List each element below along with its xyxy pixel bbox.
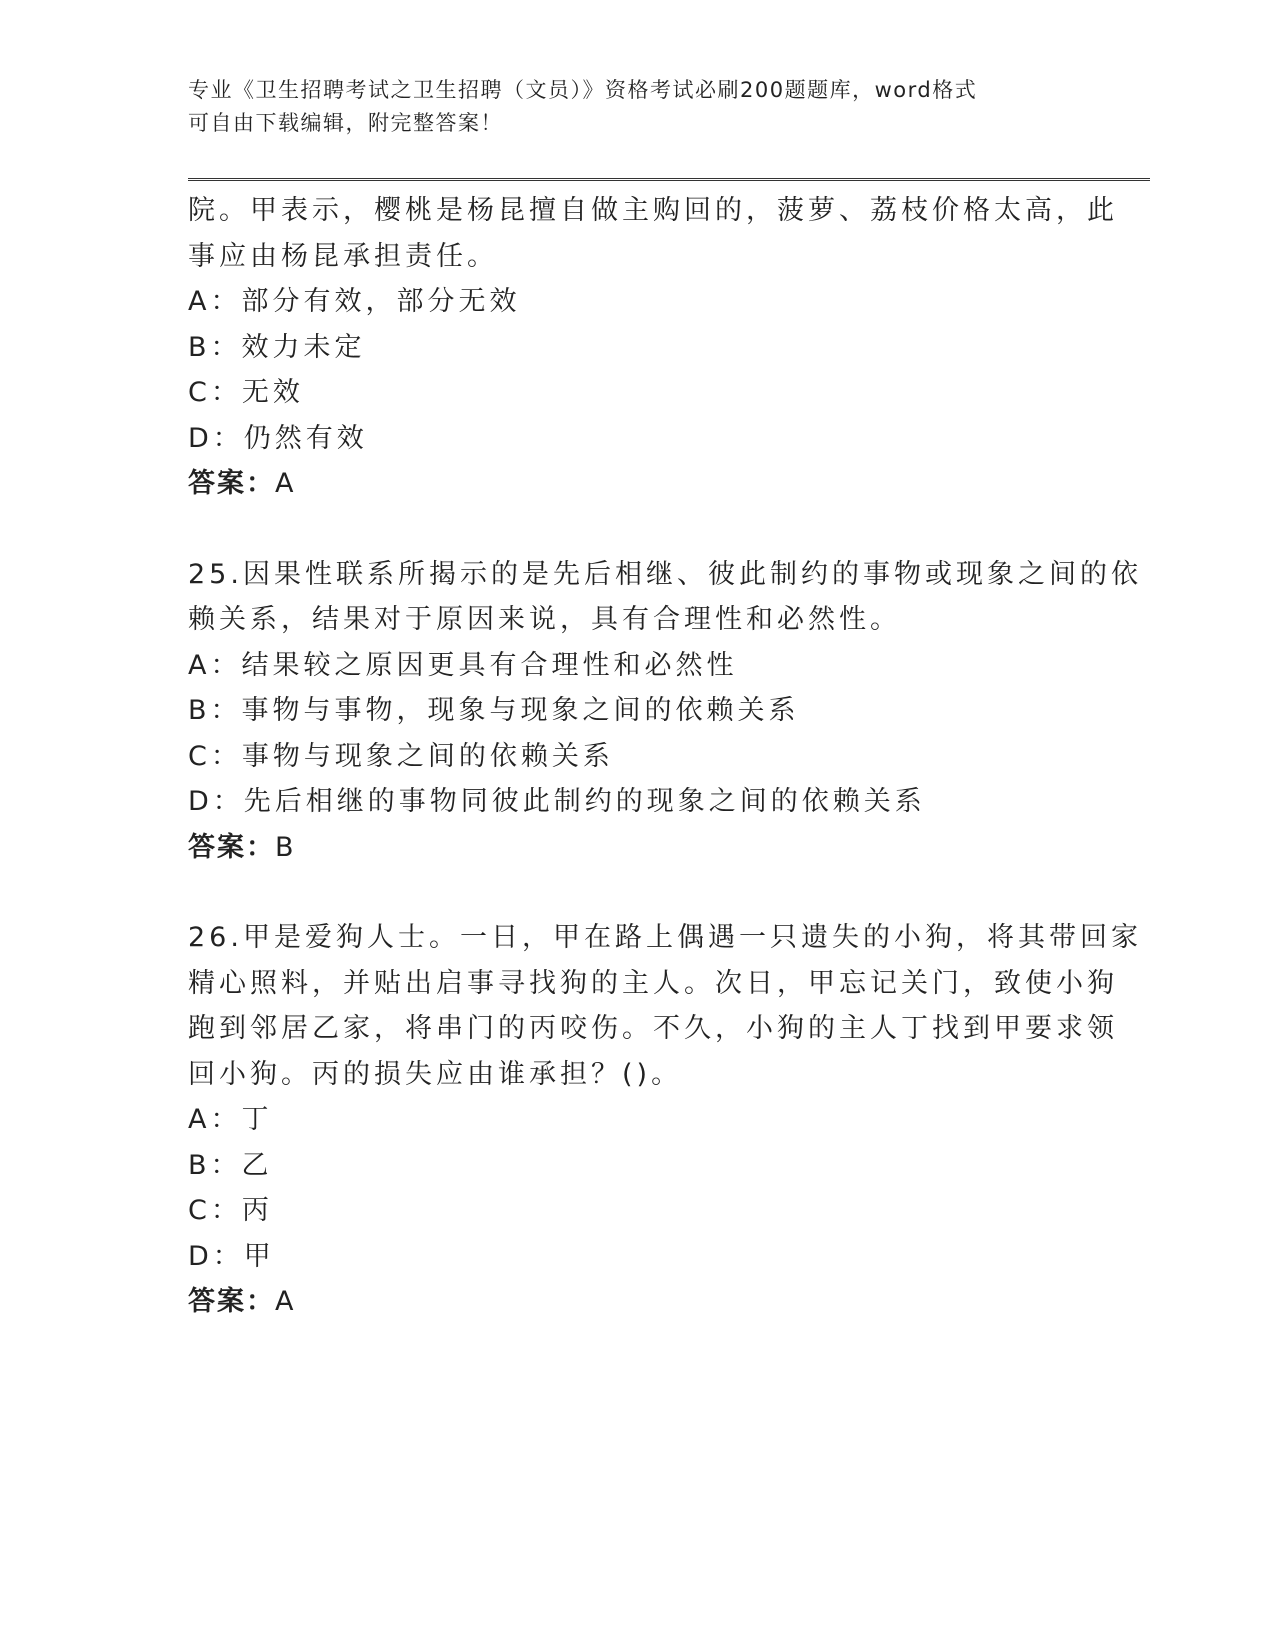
- question-spacer: [188, 870, 1088, 915]
- question-stem-line: 赖关系，结果对于原因来说，具有合理性和必然性。: [188, 604, 901, 635]
- header-line-2: 可自由下载编辑，附完整答案！: [188, 111, 503, 135]
- header-line-1: 专业《卫生招聘考试之卫生招聘（文员）》资格考试必刷200题题库，word格式: [188, 78, 978, 102]
- answer-value: A: [275, 468, 294, 499]
- question-stem-line: 26.甲是爱狗人士。一日，甲在路上偶遇一只遗失的小狗，将其带回家: [188, 922, 1142, 953]
- answer-line: [188, 825, 1088, 871]
- answer-label: 答案：: [188, 1286, 275, 1317]
- answer-value: A: [275, 1286, 294, 1317]
- answer-line: [188, 461, 1088, 507]
- question-item: [188, 552, 1142, 871]
- option-a: A：部分有效，部分无效: [188, 286, 521, 317]
- answer-label: 答案：: [188, 468, 275, 499]
- option-b: B：事物与事物，现象与现象之间的依赖关系: [188, 695, 800, 726]
- question-stem-line: 25.因果性联系所揭示的是先后相继、彼此制约的事物或现象之间的依: [188, 558, 1142, 590]
- option-b: B：效力未定: [188, 331, 366, 363]
- answer-line: [188, 1279, 1088, 1325]
- option-a: A：结果较之原因更具有合理性和必然性: [188, 649, 738, 681]
- option-b: B：乙: [188, 1149, 273, 1181]
- question-item: [188, 188, 1118, 507]
- question-stem-line: 跑到邻居乙家，将串门的丙咬伤。不久，小狗的主人丁找到甲要求领: [188, 1013, 1118, 1044]
- question-stem-line: 事应由杨昆承担责任。: [188, 240, 498, 272]
- answer-label: 答案：: [188, 831, 275, 863]
- question-item: [188, 915, 1142, 1325]
- option-d: D：仍然有效: [188, 422, 368, 454]
- answer-value: B: [275, 831, 294, 863]
- question-stem-line: 回小狗。丙的损失应由谁承担？()。: [188, 1058, 683, 1090]
- option-c: C：无效: [188, 377, 304, 408]
- question-spacer: [188, 507, 1088, 552]
- header-divider: [188, 178, 1150, 181]
- question-stem-line: 院。甲表示，樱桃是杨昆擅自做主购回的，菠萝、荔枝价格太高，此: [188, 195, 1118, 226]
- option-d: D：先后相继的事物同彼此制约的现象之间的依赖关系: [188, 786, 926, 817]
- option-c: C：丙: [188, 1195, 273, 1226]
- option-c: C：事物与现象之间的依赖关系: [188, 740, 614, 772]
- option-d: D：甲: [188, 1240, 275, 1272]
- page-header: [188, 74, 1068, 140]
- question-list: [188, 188, 1142, 1325]
- question-stem-line: 精心照料，并贴出启事寻找狗的主人。次日，甲忘记关门，致使小狗: [188, 967, 1118, 999]
- option-a: A：丁: [188, 1104, 273, 1135]
